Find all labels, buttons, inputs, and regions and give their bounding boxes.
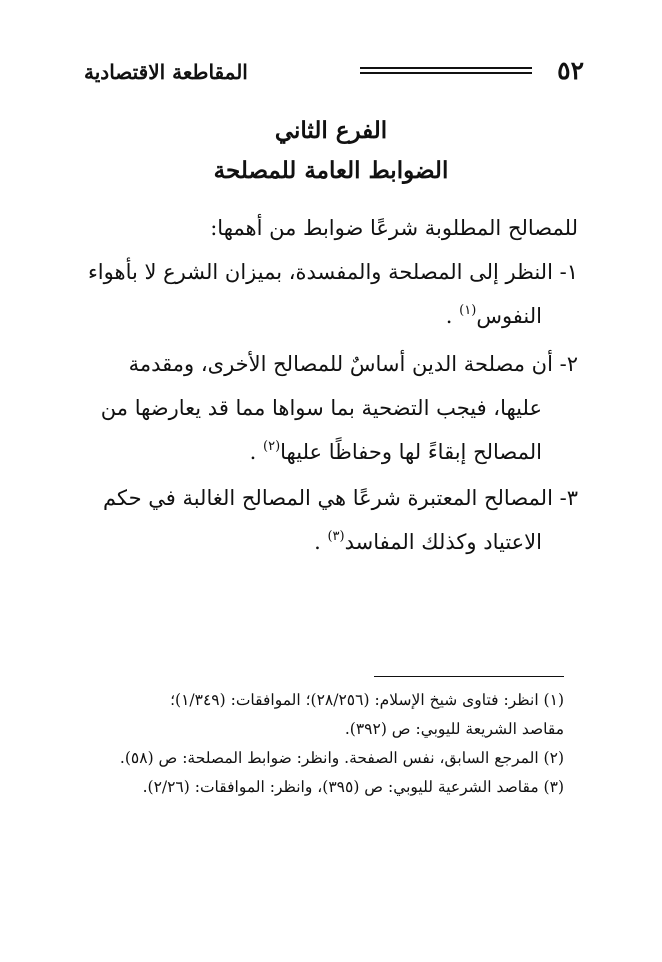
page-number: ٥٢ (557, 56, 584, 85)
item-line: الاعتياد وكذلك المفاسد (344, 530, 542, 554)
footnotes (74, 686, 564, 802)
branch-title: الفرع الثاني (274, 117, 388, 144)
list-item-3 (100, 476, 578, 568)
item-line: عليها، فيجب التضحية بما سواها مما قد يعارضها من (100, 396, 542, 420)
item-line: أن مصلحة الدين أساسٌ للمصالح الأخرى، ومقدمة (128, 352, 553, 376)
intro-paragraph: للمصالح المطلوبة شرعًا ضوابط من أهمها: (210, 216, 578, 240)
item-line: المصالح إبقاءً لها وحفاظًا عليها (280, 440, 542, 464)
list-item-2 (100, 342, 578, 478)
running-header (84, 56, 584, 90)
item-ending: . (445, 304, 453, 328)
footnote-1-continued: مقاصد الشريعة لليوبي: ص (٣٩٢). (344, 720, 564, 738)
footnote-1: (١) انظر: فتاوى شيخ الإسلام: (٢٨/٢٥٦)؛ الموافقات: (١/٣٤٩)؛ (170, 691, 564, 709)
item-line: النفوس (476, 304, 542, 328)
item-line: المصالح المعتبرة شرعًا هي المصالح الغالبة في حكم (103, 486, 553, 510)
item-number: ١- (559, 260, 578, 284)
header-rule (360, 67, 532, 74)
item-number: ٣- (559, 486, 578, 510)
footnote-ref[interactable]: (٢) (263, 439, 281, 454)
item-ending: . (249, 440, 257, 464)
footnote-ref[interactable]: (١) (459, 303, 477, 318)
item-number: ٢- (559, 352, 578, 376)
running-title: المقاطعة الاقتصادية (84, 60, 248, 84)
footnote-separator (374, 676, 564, 677)
item-line: النظر إلى المصلحة والمفسدة، بميزان الشرع لا بأهواء (87, 260, 553, 284)
footnote-3: (٣) مقاصد الشرعية لليوبي: ص (٣٩٥)، وانظر: الموافقات: (٢/٢٦). (142, 778, 564, 796)
item-ending: . (314, 530, 321, 554)
section-subtitle: الضوابط العامة للمصلحة (213, 157, 449, 184)
footnote-ref[interactable]: (٣) (327, 529, 345, 544)
list-item-1 (87, 250, 578, 342)
footnote-2: (٢) المرجع السابق، نفس الصفحة. وانظر: ضوابط المصلحة: ص (٥٨). (119, 749, 564, 767)
